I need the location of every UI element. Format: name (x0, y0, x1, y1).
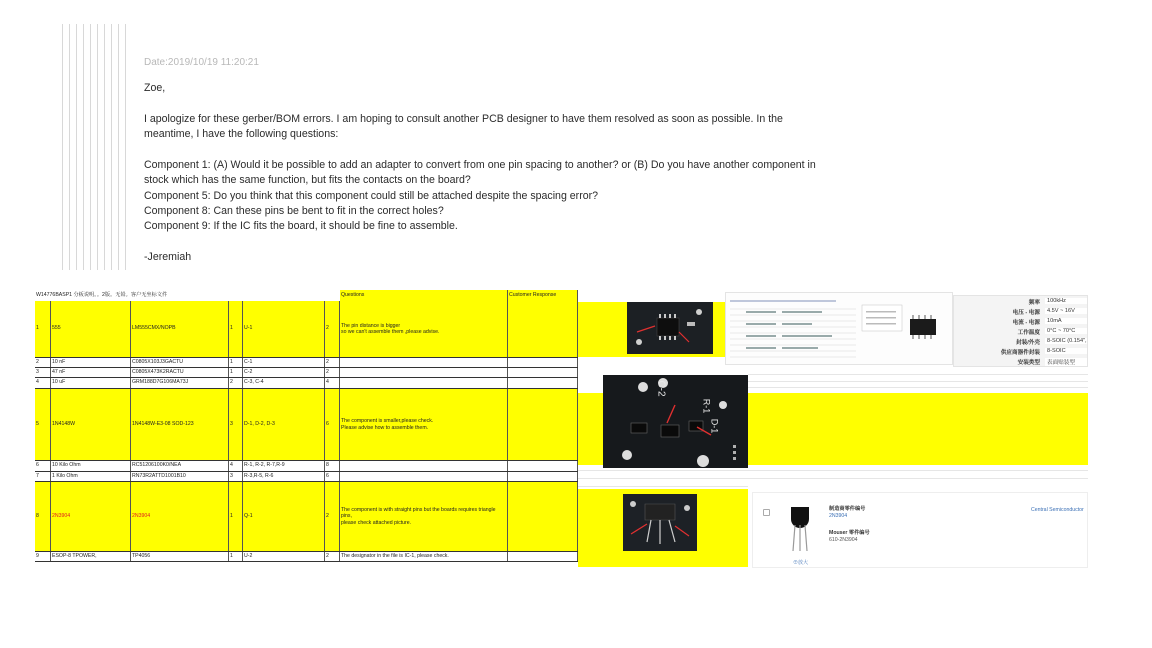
designator-cell: C-1 (243, 358, 325, 367)
sheet-title: W14776BASP1 分板说明。。2版。无铅。客户无坐标文件 (36, 291, 168, 298)
pcb-label: R-1 (701, 398, 712, 414)
response-cell (508, 358, 578, 367)
response-cell (508, 301, 578, 357)
question-cell (340, 389, 508, 460)
spec-label: 工作温度 (1017, 330, 1040, 336)
no-cell: 4 (35, 378, 51, 388)
qty-cell: 1 (229, 368, 243, 377)
transistor-image (787, 503, 813, 553)
spec-value: 表面贴装型 (1045, 358, 1088, 366)
border-line (83, 24, 84, 270)
spec-label: 电流 - 电源 (1012, 320, 1040, 326)
no-cell: 8 (35, 482, 51, 551)
email-date: Date:2019/10/19 11:20:21 (144, 57, 259, 68)
no-cell: 3 (35, 368, 51, 377)
part-cell: 1N4148W-E3-08 SOD-123 (131, 389, 229, 460)
border-line (90, 24, 91, 270)
email-paragraph: meantime, I have the following questions: (144, 128, 339, 140)
designator-cell: Q-1 (243, 482, 325, 551)
no-cell: 6 (35, 461, 51, 471)
spec-label: 封装/外壳 (1016, 340, 1040, 346)
qty-cell: 4 (229, 461, 243, 471)
table-row (35, 482, 578, 552)
part-cell: RN73R2ATTD1001B10 (131, 472, 229, 481)
value-cell: 1N4148W (51, 389, 131, 460)
spec-label: 电压 - 电源 (1012, 310, 1040, 316)
pcb-photo-ic (627, 302, 713, 354)
question-line: Please advise how to assemble them. (341, 424, 429, 431)
designator-cell: D-1, D-2, D-3 (243, 389, 325, 460)
pcb-label: C-2 (655, 380, 667, 397)
qty-cell: 1 (229, 482, 243, 551)
count-cell: 6 (325, 389, 340, 460)
question-cell (340, 461, 508, 471)
border-line (76, 24, 77, 270)
value-cell: 2N3904 (51, 482, 131, 551)
spec-value: 8-SOIC (1045, 348, 1088, 354)
datasheet-screenshot (725, 292, 953, 365)
no-cell: 9 (35, 552, 51, 561)
product-card (752, 492, 1088, 568)
part-cell: TP4056 (131, 552, 229, 561)
response-cell (508, 389, 578, 460)
value-cell: 555 (51, 301, 131, 357)
count-cell: 4 (325, 378, 340, 388)
value-cell: 10 nF (51, 358, 131, 367)
grid-line (748, 374, 1088, 375)
table-row (35, 358, 578, 368)
email-question: Component 1: (A) Would it be possible to add an adapter to convert from one pin spacing to another? or (B) Do you have another component in (144, 159, 816, 171)
value-cell: 1 Kilo Ohm (51, 472, 131, 481)
sheet-header-row (35, 290, 578, 301)
qty-cell: 3 (229, 389, 243, 460)
spec-label: 供应商器件封装 (1000, 350, 1040, 356)
spec-value: 100kHz (1045, 298, 1088, 304)
no-cell: 7 (35, 472, 51, 481)
product-checkbox[interactable] (763, 509, 770, 516)
spec-label: 安装类型 (1017, 360, 1040, 366)
question-line: please check attached picture. (341, 519, 412, 526)
border-line (111, 24, 112, 270)
question-line: The designator in the file is IC-1, please check. (341, 553, 449, 560)
question-line: The pin distance is bigger (341, 322, 401, 329)
qty-cell: 2 (229, 378, 243, 388)
border-line (62, 24, 63, 270)
designator-cell: U-1 (243, 301, 325, 357)
email-question: Component 9: If the IC fits the board, it should be fine to assemble. (144, 220, 458, 232)
table-row (35, 461, 578, 472)
part-cell: LM555CMX/NOPB (131, 301, 229, 357)
question-cell (340, 358, 508, 367)
email-question: stock which has the same function, but fits the contacts on the board? (144, 174, 471, 186)
border-line (118, 24, 119, 270)
zoom-icon: ⊕ (793, 560, 799, 566)
table-row (35, 378, 578, 389)
spec-label: 频率 (1028, 300, 1040, 306)
bom-spreadsheet (35, 290, 578, 568)
table-row (35, 552, 578, 562)
border-line (69, 24, 70, 270)
qty-cell: 1 (229, 358, 243, 367)
spec-value: 10mA (1045, 318, 1088, 324)
border-line (125, 24, 126, 270)
part-cell: C0805X473K2RACTU (131, 368, 229, 377)
grid-line (748, 381, 1088, 382)
value-cell: 47 nF (51, 368, 131, 377)
email-signature: -Jeremiah (144, 251, 192, 263)
spec-value: 0°C ~ 70°C (1045, 328, 1088, 334)
table-row (35, 389, 578, 461)
count-cell: 2 (325, 482, 340, 551)
email-question: Component 5: Do you think that this component could still be attached despite the spacing error? (144, 190, 599, 202)
spec-value: 8-SOIC (0.154", (1045, 338, 1088, 344)
email-paragraph: I apologize for these gerber/BOM errors. I am hoping to consult another PCB designer to have them resolved as soon as possible. In the (144, 113, 783, 125)
value-cell: ESOP-8 TPOWER, (51, 552, 131, 561)
response-cell (508, 472, 578, 481)
mouser-part-label: Mouser 零件编号 (829, 530, 870, 536)
question-cell (340, 378, 508, 388)
spec-table (953, 295, 1088, 367)
count-cell: 2 (325, 552, 340, 561)
maker-part-link[interactable]: 2N3904 (829, 513, 848, 519)
email-greeting: Zoe, (144, 82, 166, 94)
part-cell: GRM188D7G106MA73J (131, 378, 229, 388)
qty-cell: 1 (229, 552, 243, 561)
table-row (35, 301, 578, 358)
no-cell: 1 (35, 301, 51, 357)
pcb-label: D-1 (709, 418, 720, 434)
grid-line (748, 387, 1088, 388)
email-message (60, 24, 1152, 272)
count-cell: 8 (325, 461, 340, 471)
pcb-photo-transistor (623, 494, 697, 551)
response-cell (508, 482, 578, 551)
count-cell: 2 (325, 301, 340, 357)
customer-response-header: Customer Response (508, 290, 578, 301)
no-cell: 5 (35, 389, 51, 460)
count-cell: 2 (325, 368, 340, 377)
grid-line (578, 478, 1088, 479)
count-cell: 6 (325, 472, 340, 481)
zoom-label: 放大 (798, 560, 809, 566)
question-cell (340, 482, 508, 551)
response-cell (508, 368, 578, 377)
designator-cell: C-2 (243, 368, 325, 377)
response-cell (508, 552, 578, 561)
value-cell: 10 Kilo Ohm (51, 461, 131, 471)
question-cell (340, 472, 508, 481)
question-cell (340, 301, 508, 357)
maker-part-label: 制造商零件编号 (829, 506, 866, 512)
grid-line (578, 486, 748, 487)
border-line (97, 24, 98, 270)
question-line: so we can't assemble them ,please advise. (341, 329, 440, 335)
table-row (35, 368, 578, 378)
table-row (35, 472, 578, 482)
part-cell: C0805X103J3GACTU (131, 358, 229, 367)
designator-cell: R-3,R-5, R-6 (243, 472, 325, 481)
spec-value: 4.5V ~ 16V (1045, 308, 1088, 314)
question-cell (340, 552, 508, 561)
manufacturer-link[interactable]: Central Semiconductor (1031, 507, 1084, 513)
designator-cell: C-3, C-4 (243, 378, 325, 388)
grid-line (578, 470, 1088, 471)
question-line: The component is smaller,please check. (341, 418, 434, 424)
designator-cell: R-1, R-2, R-7,R-9 (243, 461, 325, 471)
mouser-part-number: 610-2N3904 (829, 537, 858, 543)
qty-cell: 3 (229, 472, 243, 481)
count-cell: 2 (325, 358, 340, 367)
questions-header: Questions (340, 290, 508, 301)
email-question: Component 8: Can these pins be bent to fit in the correct holes? (144, 205, 444, 217)
border-line (104, 24, 105, 270)
question-line: The component is with straight pins but the boards requires triangle (341, 506, 496, 513)
value-cell: 10 uF (51, 378, 131, 388)
qty-cell: 1 (229, 301, 243, 357)
part-cell: 2N3904 (131, 482, 229, 551)
question-line: pins, (341, 513, 352, 520)
response-cell (508, 461, 578, 471)
pcb-photo-diode (603, 375, 748, 468)
question-cell (340, 368, 508, 377)
no-cell: 2 (35, 358, 51, 367)
zoom-link[interactable] (793, 559, 808, 566)
response-cell (508, 378, 578, 388)
designator-cell: U-2 (243, 552, 325, 561)
part-cell: RC51206100K0/NEA (131, 461, 229, 471)
